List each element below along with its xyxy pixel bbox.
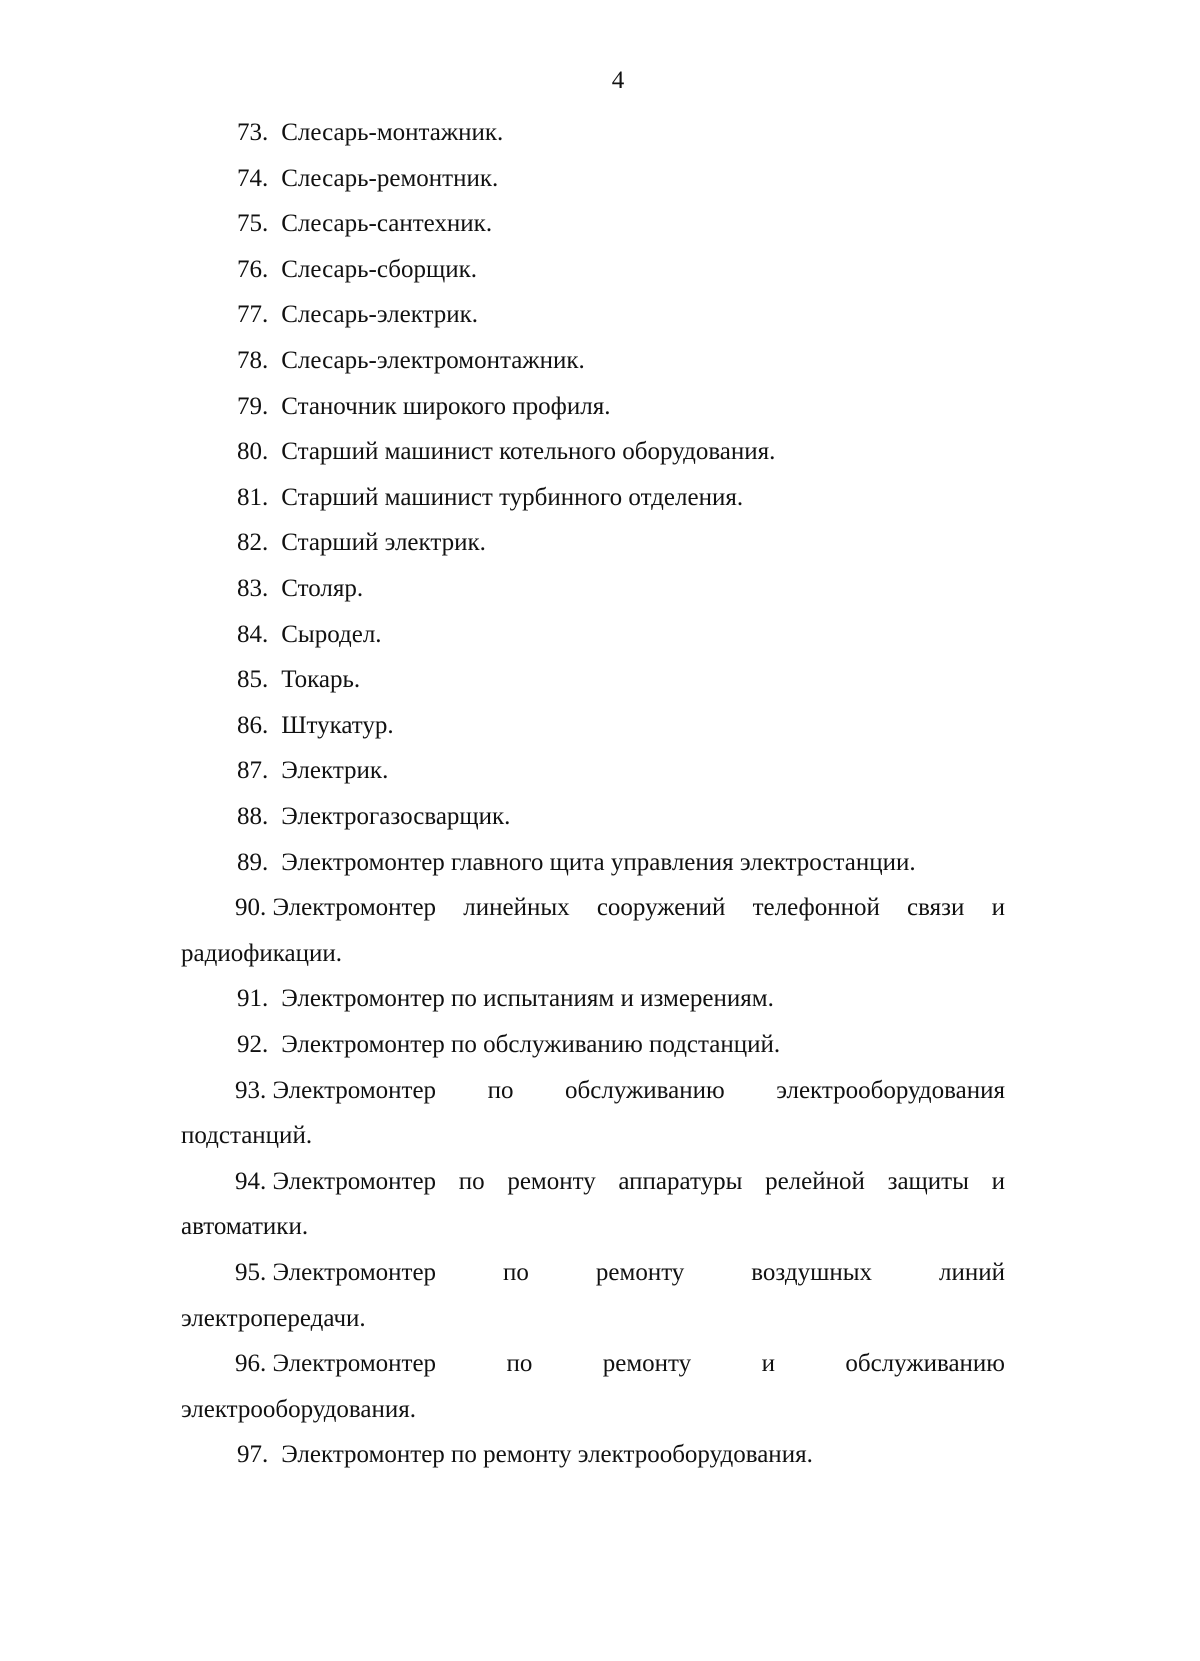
list-item-continuation: радиофикации. (181, 939, 343, 967)
list-item-text: Слесарь-электрик. (281, 301, 479, 329)
list-item-word: обслуживанию (845, 1350, 1005, 1378)
list-item-line (237, 801, 510, 833)
list-item-number: 76. (237, 255, 269, 283)
list-item-word: линий (938, 1259, 1005, 1286)
list-item-word: 96. Электромонтер (235, 1350, 437, 1378)
list-item-line (237, 1029, 780, 1061)
list-item-line (237, 573, 363, 605)
list-item-number: 73. (237, 119, 269, 146)
list-item-line (237, 391, 610, 423)
list-item-word: линейных (463, 894, 570, 922)
list-item-continuation: электрооборудования. (181, 1395, 417, 1423)
list-item-word: электрооборудования (776, 1076, 1005, 1104)
list-item-line (237, 482, 743, 514)
list-item-number: 74. (237, 164, 269, 192)
list-item-word: и (761, 1350, 775, 1378)
list-item-number: 83. (237, 575, 269, 602)
list-item-number: 82. (237, 529, 269, 557)
list-item-word: 94. Электромонтер (235, 1167, 437, 1195)
list-item-line (237, 117, 503, 149)
list-item-line (237, 345, 585, 377)
list-item-line (237, 527, 486, 559)
list-item-number: 97. (237, 1441, 269, 1469)
list-item-text: Старший машинист котельного оборудования. (281, 438, 776, 466)
list-item-text: Токарь. (281, 666, 361, 694)
list-item-text: Электрик. (281, 757, 389, 785)
list-item-line (237, 664, 360, 696)
list-item-word: ремонту (507, 1167, 596, 1195)
list-item-text: Электромонтер главного щита управления электростанции. (281, 848, 916, 876)
list-item-word: по (458, 1167, 485, 1195)
list-item-word: воздушных (751, 1259, 872, 1286)
list-item-line (237, 208, 492, 240)
list-item-word: обслуживанию (565, 1076, 725, 1104)
list-item-word: по (487, 1076, 514, 1104)
list-item-number: 77. (237, 301, 269, 329)
list-item-word: аппаратуры (618, 1167, 743, 1195)
list-item-line (237, 983, 774, 1015)
page-number: 4 (611, 67, 625, 94)
list-item-word: сооружений (596, 894, 726, 922)
list-item-word: ремонту (595, 1259, 685, 1286)
list-item-line (237, 254, 477, 286)
list-item-word: 90. Электромонтер (235, 894, 437, 922)
list-item-text: Старший электрик. (281, 529, 486, 557)
list-item-line (235, 1257, 1005, 1289)
list-item-line (235, 892, 1005, 924)
list-item-line (235, 1348, 1005, 1380)
list-item-line (237, 299, 478, 331)
list-item-line (237, 1439, 813, 1471)
list-item-word: релейной (765, 1167, 865, 1195)
list-item-number: 86. (237, 711, 269, 739)
list-item-line (237, 710, 394, 742)
list-item-number: 78. (237, 347, 269, 374)
list-item-text: Слесарь-электромонтажник. (281, 347, 585, 374)
list-item-line (235, 1166, 1005, 1198)
list-item-continuation: автоматики. (181, 1213, 309, 1241)
list-item-word: и (991, 1167, 1005, 1195)
list-item-word: 93. Электромонтер (235, 1076, 437, 1104)
list-item-line (237, 755, 388, 787)
list-item-word: телефонной (752, 894, 880, 922)
list-item-number: 81. (237, 483, 269, 511)
list-item-line (237, 163, 498, 195)
list-item-text: Слесарь-ремонтник. (281, 164, 499, 192)
list-item-number: 80. (237, 438, 269, 466)
list-item-number: 92. (237, 1031, 269, 1058)
list-item-word: связи (907, 894, 965, 922)
list-item-continuation: электропередачи. (181, 1304, 366, 1332)
list-item-number: 91. (237, 985, 269, 1013)
list-item-number: 79. (237, 392, 269, 420)
list-item-word: защиты (887, 1167, 969, 1195)
list-item-text: Электромонтер по обслуживанию подстанций. (281, 1031, 781, 1058)
list-item-text: Слесарь-сантехник. (281, 210, 493, 238)
list-item-text: Сыродел. (281, 620, 382, 648)
list-item-number: 75. (237, 210, 269, 238)
list-item-word: ремонту (602, 1350, 692, 1378)
list-item-number: 88. (237, 803, 269, 830)
list-item-line (235, 1075, 1005, 1107)
list-item-number: 89. (237, 848, 269, 876)
list-item-word: 95. Электромонтер (235, 1259, 437, 1286)
list-item-line (237, 436, 775, 468)
list-item-text: Старший машинист турбинного отделения. (281, 483, 744, 511)
list-item-text: Станочник широкого профиля. (281, 392, 611, 420)
list-item-text: Электрогазосварщик. (281, 803, 511, 830)
list-item-word: по (503, 1259, 529, 1286)
list-item-word: по (506, 1350, 533, 1378)
list-item-text: Слесарь-монтажник. (281, 119, 504, 146)
list-item-text: Столяр. (281, 575, 364, 602)
list-item-text: Электромонтер по испытаниям и измерениям. (281, 985, 774, 1013)
list-item-text: Электромонтер по ремонту электрооборудования. (281, 1441, 813, 1469)
list-item-line (237, 847, 916, 879)
list-item-number: 84. (237, 620, 269, 648)
list-item-number: 87. (237, 757, 269, 785)
list-item-word: и (991, 894, 1005, 922)
list-item-text: Штукатур. (281, 711, 394, 739)
list-item-number: 85. (237, 666, 269, 694)
list-item-line (237, 619, 382, 651)
list-item-text: Слесарь-сборщик. (281, 255, 477, 283)
list-item-continuation: подстанций. (181, 1122, 313, 1150)
